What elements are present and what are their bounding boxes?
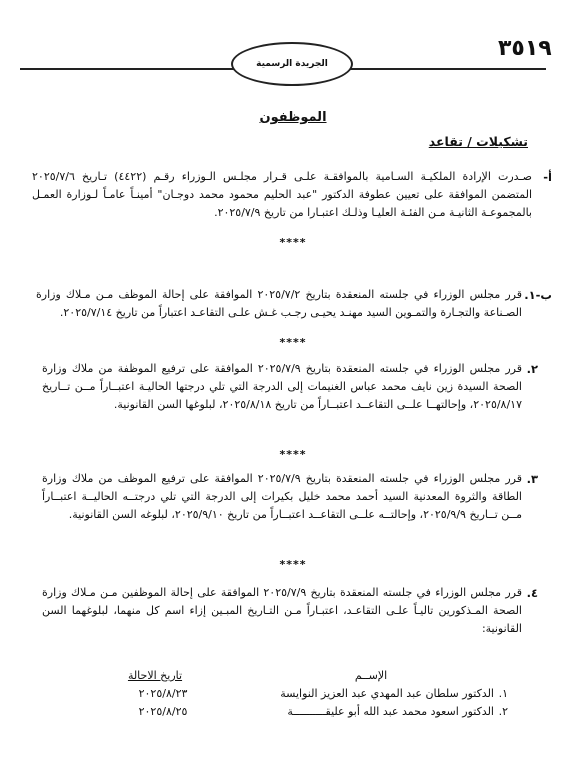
page-number: ٣٥١٩	[498, 36, 552, 61]
table-row-number: ١.	[498, 687, 508, 700]
table-row-date: ٢٠٢٥/٨/٢٣	[138, 687, 188, 700]
separator-stars: ****	[279, 558, 307, 571]
item-text: قرر مجلس الوزراء في جلسته المنعقدة بتاريخ ٢٠٢٥/٧/٩ الموافقة على ترفيع الموظفة من ملاك وزارة الصحة السيدة زين نايف محمد عباس الغنيمات إلى الدرجة التي تلي درجتها الحاليـة اعتبــاراً مــن تــاريخ ٢٠٢٥/٨/١٧، وإحالتهــا علــى التقاعــد اعتبــاراً من تاريخ ٢٠٢٥/٨/١٨، لبلوغها السن القانونية.	[42, 362, 522, 411]
table-header-date: تاريخ الاحالة	[127, 669, 183, 682]
item-2-paragraph	[42, 360, 522, 414]
item-marker: أ-	[543, 170, 552, 184]
item-marker: ٤.	[526, 586, 538, 600]
item-text: قرر مجلس الوزراء في جلسته المنعقدة بتاريخ ٢٠٢٥/٧/٢ الموافقة على إحالة الموظف مـن مـلاك وزارة الصـناعة والتجـارة والتمـوين السيد مهنـد يحيـى رجـب غـش علـى التقاعـد اعتباراً من تاريخ ٢٠٢٥/٧/١٤.	[36, 288, 522, 319]
table-row-number: ٢.	[498, 705, 508, 718]
item-3-paragraph	[42, 470, 522, 524]
table-header-name: الإســم	[354, 669, 388, 682]
section-title: الموظفون	[259, 110, 327, 125]
item-text: قرر مجلس الوزراء في جلسته المنعقدة بتاريخ ٢٠٢٥/٧/٩ الموافقة على ترفيع الموظف من ملاك وزارة الطاقة والثروة المعدنية السيد أحمد محمد خليل بكيرات إلى الدرجة التي تلي درجتــه الحاليــة اعتبــاراً مــن تــاريخ ٢٠٢٥/٩/٩، وإحالتــه علــى التقاعــد اعتبــاراً من تاريخ ٢٠٢٥/٩/١٠، لبلوغه السن القانونية.	[42, 472, 522, 521]
item-4-paragraph	[42, 584, 522, 638]
subsection-title: تشكيلات / تقاعد	[428, 134, 528, 149]
separator-stars: ****	[279, 448, 307, 461]
gazette-name-oval	[231, 42, 353, 86]
separator-stars: ****	[279, 236, 307, 249]
item-text: صـدرت الإرادة الملكيـة السـامية بالموافقـة علـى قـرار مجلـس الـوزراء رقـم (٤٤٢٢) تـاريخ ٢٠٢٥/٧/٦ المتضمن الموافقة على تعيين عطوفة الدكتور "عبد الحليم محمود محمد دوجـان" أمينـاً عامـاً لـوزارة العمـل بالمجموعـة الثانيـة مـن الفئـة العليـا وذلـك اعتبـارا من تاريخ ٢٠٢٥/٧/٩.	[32, 170, 532, 219]
item-text: قرر مجلس الوزراء في جلسته المنعقدة بتاريخ ٢٠٢٥/٧/٩ الموافقة على إحالة الموظفين مـن مـلاك وزارة الصحة المـذكورين تاليـاً علـى التقاعـد، اعتبـاراً مـن التـاريخ المبـين إزاء اسم كل منهما، لبلوغهما السن القانونية:	[42, 586, 522, 635]
table-row-date: ٢٠٢٥/٨/٢٥	[138, 705, 188, 718]
table-row-name: الدكتور سلطان عبد المهدي عبد العزيز النوايسة	[280, 687, 494, 700]
separator-stars: ****	[279, 336, 307, 349]
item-marker: ٣.	[526, 472, 538, 486]
item-marker: ب-١.	[524, 288, 552, 302]
item-a-paragraph	[32, 168, 532, 222]
item-marker: ٢.	[526, 362, 538, 376]
item-b1-paragraph	[36, 286, 522, 322]
table-row-name: الدكتور اسعود محمد عبد الله أبو عليقــــــــــة	[287, 705, 494, 718]
gazette-name: الجريدة الرسمية	[256, 59, 328, 69]
